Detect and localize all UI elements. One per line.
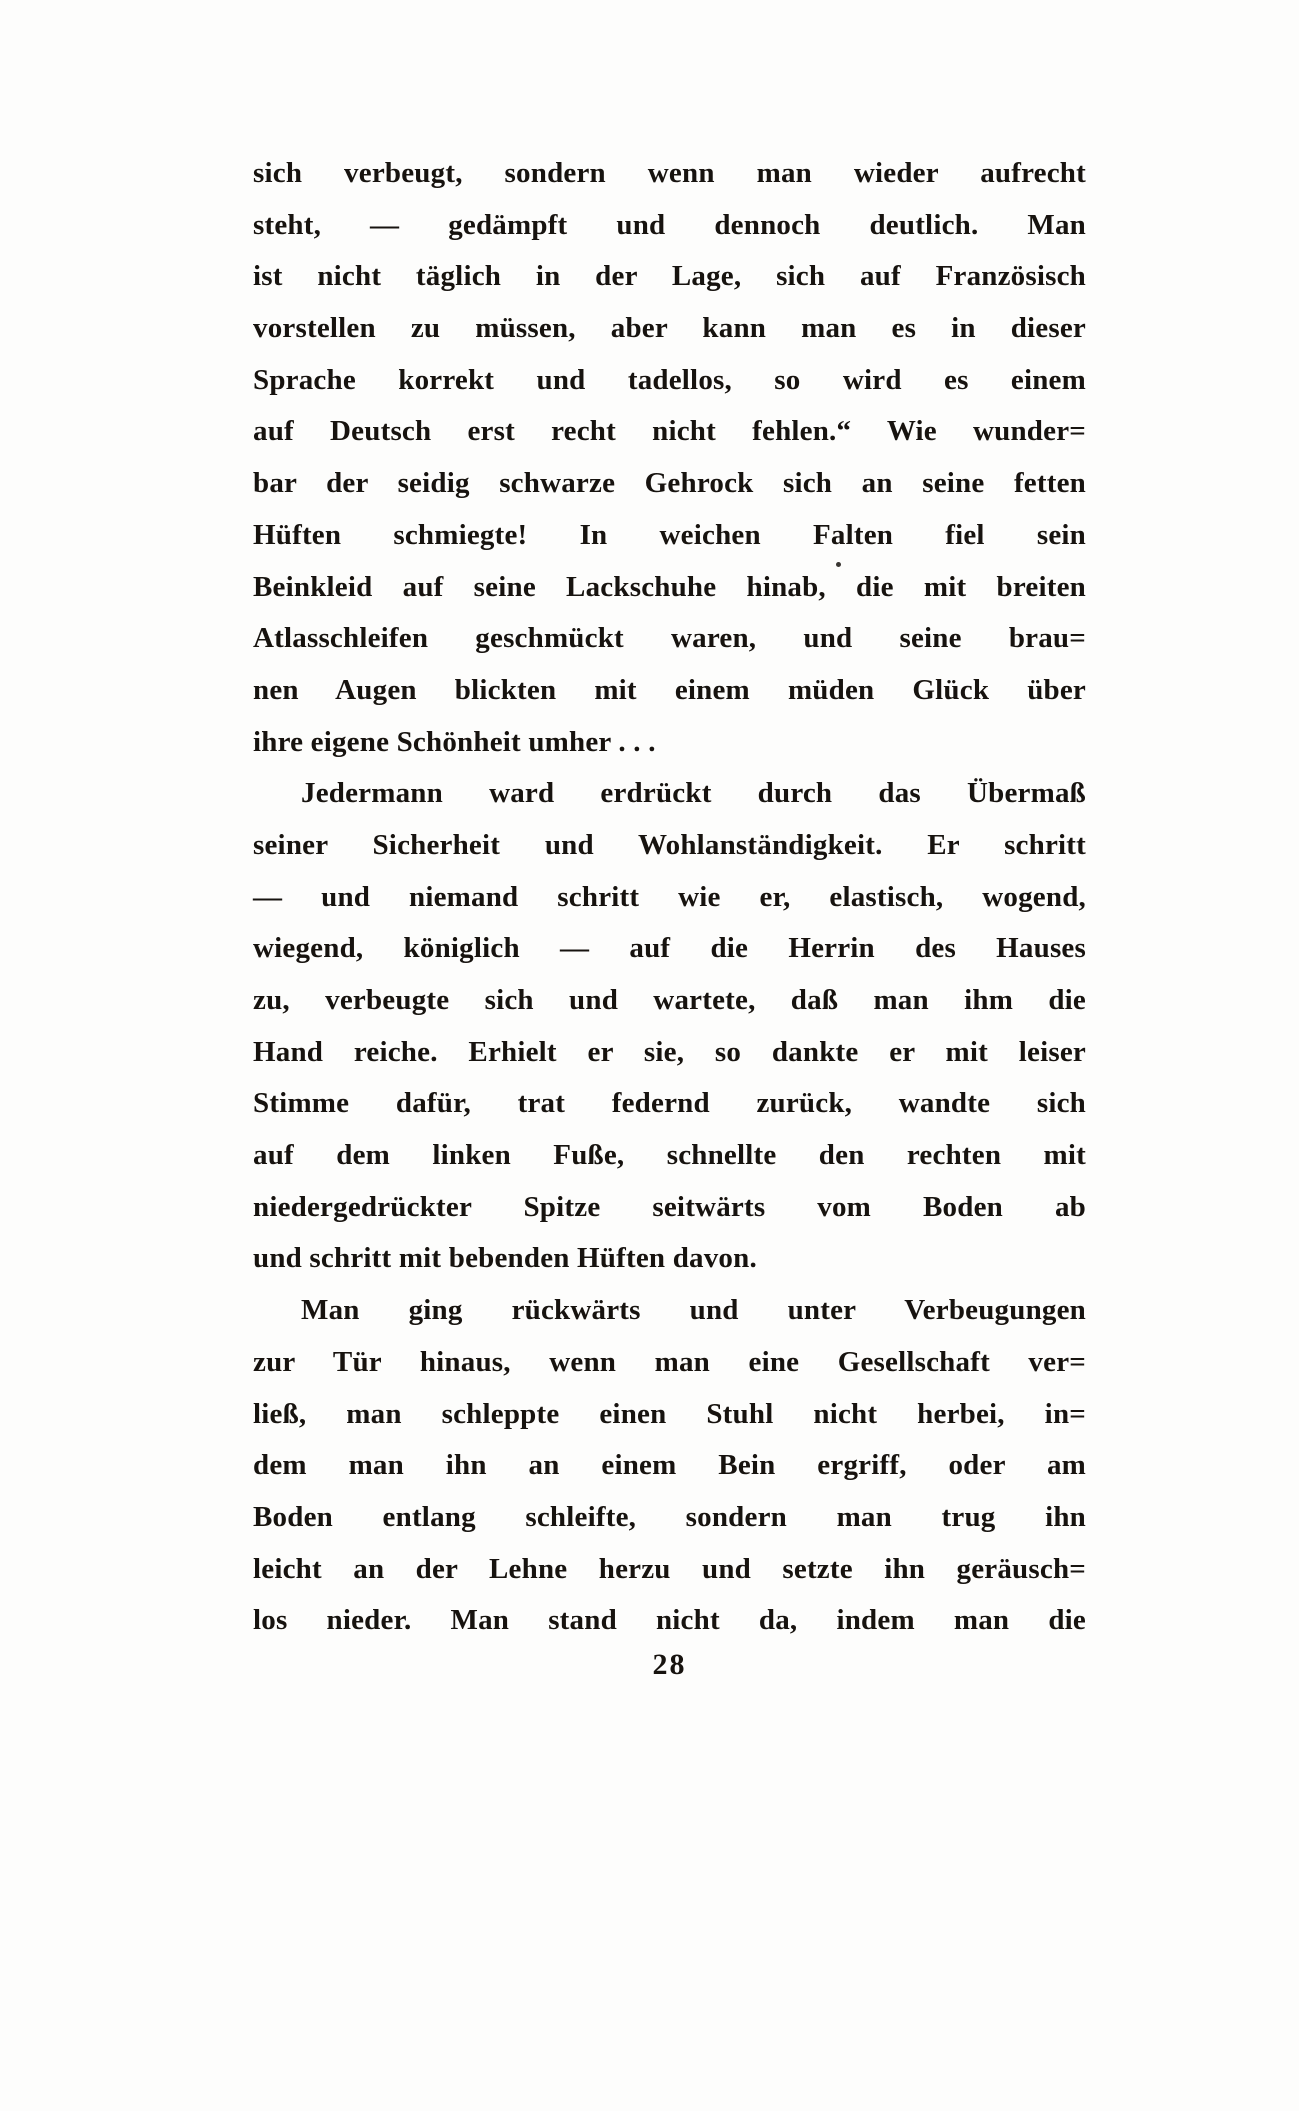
text-line: wiegend, königlich — auf die Herrin des Hauses bbox=[253, 932, 1086, 965]
text-line: nen Augen blickten mit einem müden Glück über bbox=[253, 673, 1086, 706]
text-line: ließ, man schleppte einen Stuhl nicht herbei, in= bbox=[253, 1397, 1086, 1430]
text-line: Sprache korrekt und tadellos, so wird es einem bbox=[253, 363, 1086, 396]
text-line: niedergedrückter Spitze seitwärts vom Boden ab bbox=[253, 1190, 1086, 1223]
page-text bbox=[253, 148, 1086, 1647]
text-line: dem man ihn an einem Bein ergriff, oder am bbox=[253, 1449, 1086, 1482]
text-line: Jedermann ward erdrückt durch das Übermaß bbox=[301, 777, 1086, 810]
text-line: Man ging rückwärts und unter Verbeugungen bbox=[301, 1294, 1086, 1327]
text-line: auf dem linken Fuße, schnellte den rechten mit bbox=[253, 1139, 1086, 1172]
text-line: seiner Sicherheit und Wohlanständigkeit. Er schritt bbox=[253, 828, 1086, 861]
text-line: vorstellen zu müssen, aber kann man es in dieser bbox=[253, 312, 1086, 345]
page-number: 28 bbox=[652, 1648, 687, 1681]
text-line: los nieder. Man stand nicht da, indem man die bbox=[253, 1604, 1086, 1637]
text-line: ist nicht täglich in der Lage, sich auf Französisch bbox=[253, 260, 1086, 293]
text-line: — und niemand schritt wie er, elastisch, wogend, bbox=[253, 880, 1086, 913]
text-line: steht, — gedämpft und dennoch deutlich. Man bbox=[253, 208, 1086, 241]
text-line: Hüften schmiegte! In weichen Falten fiel sein bbox=[253, 518, 1086, 551]
text-line: Boden entlang schleifte, sondern man trug ihn bbox=[253, 1500, 1086, 1533]
scan-speck bbox=[836, 562, 841, 567]
text-line: bar der seidig schwarze Gehrock sich an seine fetten bbox=[253, 467, 1086, 500]
text-line: und schritt mit bebenden Hüften davon. bbox=[253, 1242, 757, 1275]
text-line: Beinkleid auf seine Lackschuhe hinab, die mit breiten bbox=[253, 570, 1086, 603]
text-line: auf Deutsch erst recht nicht fehlen.“ Wie wunder= bbox=[253, 415, 1086, 448]
text-line: zu, verbeugte sich und wartete, daß man ihm die bbox=[253, 984, 1086, 1016]
text-line: Stimme dafür, trat federnd zurück, wandte sich bbox=[253, 1087, 1086, 1120]
text-line: leicht an der Lehne herzu und setzte ihn geräusch= bbox=[253, 1552, 1086, 1585]
text-line: ihre eigene Schönheit umher . . . bbox=[253, 725, 656, 758]
text-line: Atlasschleifen geschmückt waren, und seine brau= bbox=[253, 622, 1086, 655]
text-line: sich verbeugt, sondern wenn man wieder aufrecht bbox=[253, 157, 1086, 189]
text-line: Hand reiche. Erhielt er sie, so dankte er mit leiser bbox=[253, 1035, 1086, 1068]
text-line: zur Tür hinaus, wenn man eine Gesellschaft ver= bbox=[253, 1345, 1086, 1378]
